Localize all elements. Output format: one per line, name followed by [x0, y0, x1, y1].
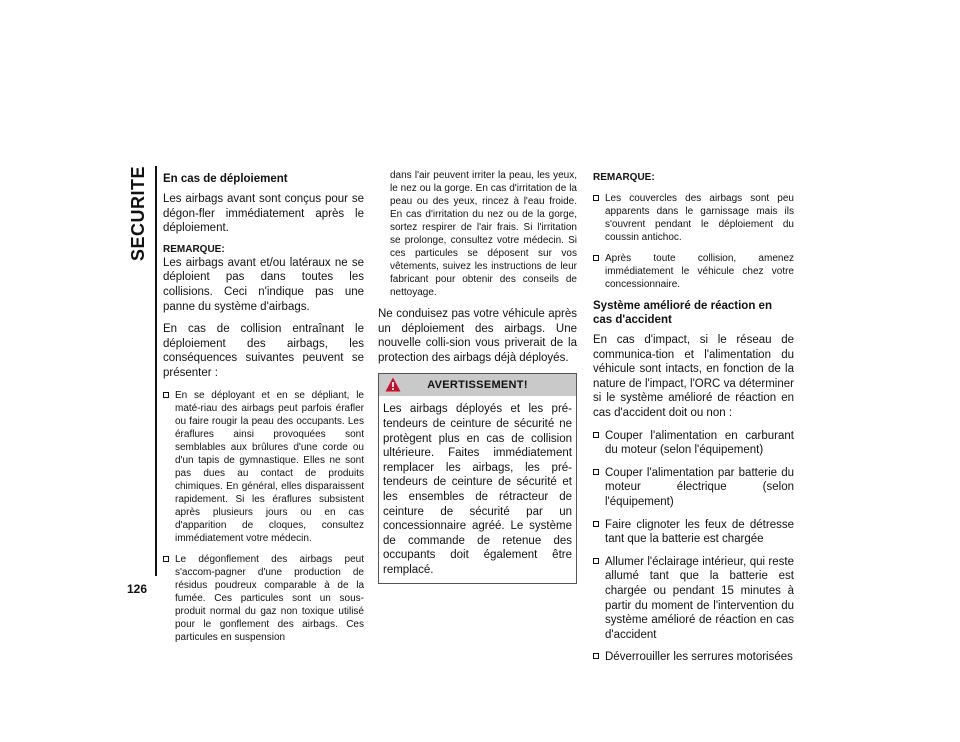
bullet-list	[163, 389, 364, 644]
paragraph: En cas de collision entraînant le déploiement des airbags, les conséquences suivantes peuvent se présenter :	[163, 323, 364, 379]
square-bullet-icon	[593, 255, 599, 261]
square-bullet-icon	[593, 469, 599, 475]
column-3	[593, 172, 794, 673]
square-bullet-icon	[593, 195, 599, 201]
remark-bullet-list	[593, 192, 794, 291]
list-item	[593, 650, 794, 665]
list-item-text: Faire clignoter les feux de détresse tant que la batterie est chargée	[605, 518, 794, 546]
paragraph: Ne conduisez pas votre véhicule après un déploiement des airbags. Une nouvelle colli-sion vous priverait de la protection des airbags déjà déployés.	[378, 308, 577, 364]
list-item-text: Les couvercles des airbags sont peu apparents dans le garnissage mais ils s'ouvrent pendant le déploiement du coussin antichoc.	[605, 193, 794, 243]
warning-triangle-icon	[385, 377, 401, 392]
list-item	[593, 192, 794, 244]
list-item	[163, 389, 364, 545]
section-title	[120, 163, 156, 263]
square-bullet-icon	[593, 521, 599, 527]
list-item	[593, 252, 794, 291]
remark-text: Les airbags avant et/ou latéraux ne se déploient pas dans toutes les collisions. Ceci n'indique pas une panne du système d'airbags.	[163, 256, 364, 313]
paragraph: En cas d'impact, si le réseau de communica-tion et l'alimentation du véhicule sont intacts, en fonction de la nature de l'impact, l'ORC va déterminer si le système amélioré de réaction en cas d'accident doit ou non :	[593, 334, 794, 419]
list-item	[593, 466, 794, 510]
warning-title: AVERTISSEMENT!	[427, 379, 528, 392]
square-bullet-icon	[593, 432, 599, 438]
column-1	[163, 172, 364, 652]
warning-box	[378, 373, 577, 583]
list-item-text: Déverrouiller les serrures motorisées	[605, 651, 793, 664]
remark-label: REMARQUE:	[593, 172, 655, 183]
section-title-text: SECURITE	[127, 165, 148, 261]
warning-text: Les airbags déployés et les pré-tendeurs de ceinture de sécurité ne protègent plus en cas de collision ultérieure. Faites immédiatement remplacer les airbags, les pré-tendeurs de ceinture de sécurité et les ensembles de rétracteur de ceinture de sécurité par un concessionnaire agréé. Le système de commande de retenue des occupants doit également être remplacé.	[383, 403, 572, 576]
heading-enhanced-response: Système amélioré de réaction en cas d'accident	[593, 300, 772, 326]
column-2	[378, 169, 577, 584]
square-bullet-icon	[163, 392, 169, 398]
page-number: 126	[127, 582, 148, 596]
list-item	[593, 518, 794, 547]
remark-label: REMARQUE:	[163, 243, 225, 255]
list-item	[593, 555, 794, 643]
list-item-text: Couper l'alimentation en carburant du moteur (selon l'équipement)	[605, 429, 794, 457]
list-item	[163, 553, 364, 644]
list-item-text: En se déployant et en se dépliant, le maté-riau des airbags peut parfois érafler ou faire rougir la peau des occupants. Les éraflures ainsi provoquées sont semblables aux brûlures d'une corde ou d'un tapis de gymnastique. Elles ne sont pas dues au contact de produits chimiques. En général, elles disparaissent rapidement. Si les éraflures subsistent après plusieurs jours ou en cas d'apparition de cloques, consultez immédiatement votre médecin.	[175, 389, 364, 544]
section-divider	[155, 166, 157, 576]
square-bullet-icon	[163, 556, 169, 562]
list-item-text: Après toute collision, amenez immédiatement le véhicule chez votre concessionnaire.	[605, 253, 794, 290]
bullet-continuation: dans l'air peuvent irriter la peau, les yeux, le nez ou la gorge. En cas d'irritation de la peau ou des yeux, rincez à l'eau froide. En cas d'irritation du nez ou de la gorge, sortez respirer de l'air frais. Si l'irritation se prolonge, consultez votre médecin. Si ces particules se déposent sur vos vêtements, suivez les instructions de leur fabricant pour obtenir des conseils de nettoyage.	[390, 170, 577, 298]
paragraph: Les airbags avant sont conçus pour se dégon-fler immédiatement après le déploiement.	[163, 193, 364, 235]
square-bullet-icon	[593, 653, 599, 659]
heading-deployment: En cas de déploiement	[163, 173, 288, 185]
list-item-text: Le dégonflement des airbags peut s'accom-pagner d'une production de résidus poudreux comparable à de la fumée. Ces particules sont un sous-produit normal du gaz non toxique utilisé pour le gonflement des airbags. Ces particules en suspension	[175, 553, 364, 643]
bullet-list	[593, 429, 794, 665]
list-item-text: Allumer l'éclairage intérieur, qui reste allumé tant que la batterie est chargée ou pendant 15 minutes à partir du moment de l'intervention du système amélioré de réaction en cas d'accident	[605, 555, 794, 641]
list-item	[593, 429, 794, 458]
square-bullet-icon	[593, 558, 599, 564]
warning-header	[379, 374, 576, 396]
list-item-text: Couper l'alimentation par batterie du moteur électrique (selon l'équipement)	[605, 466, 794, 508]
